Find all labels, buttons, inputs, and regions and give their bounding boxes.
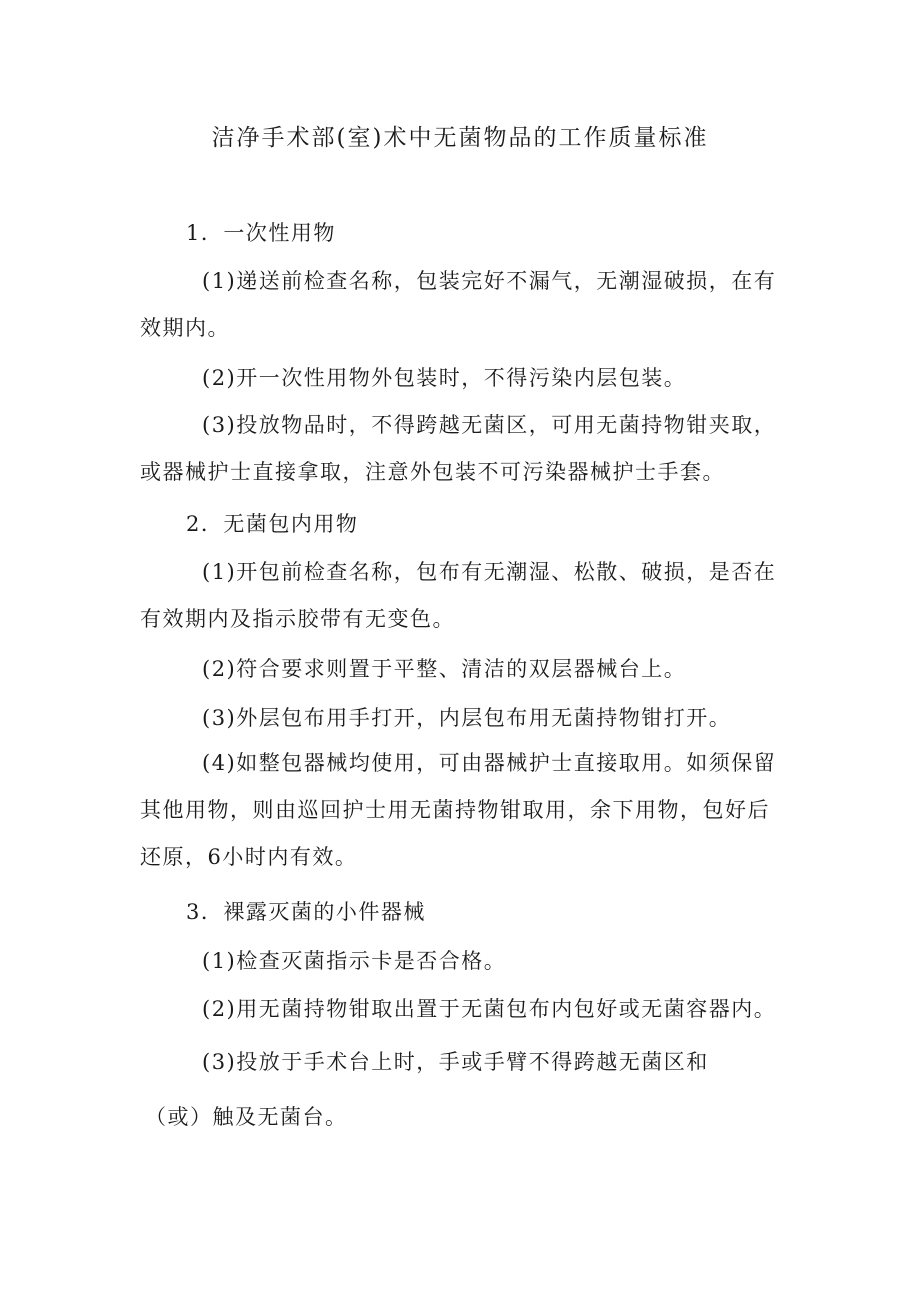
section-2-item-3: (3)外层包布用手打开，内层包布用无菌持物钳打开。 [202,706,732,730]
section-2-item-1: (1)开包前检查名称，包布有无潮湿、松散、破损，是否在有效期内及指示胶带有无变色。 [140,560,777,631]
section-3-item-1: (1)检查灭菌指示卡是否合格。 [202,949,507,973]
section-3-item-2: (2)用无菌持物钳取出置于无菌包布内包好或无菌容器内。 [202,997,777,1021]
section-3-item-3: (3)投放于手术台上时，手或手臂不得跨越无菌区和 [202,1050,709,1074]
section-heading-2: 2．无菌包内用物 [186,512,359,536]
document-title: 洁净手术部(室)术中无菌物品的工作质量标准 [211,125,709,151]
section-2-item-4: (4)如整包器械均使用，可由器械护士直接取用。如须保留其他用物，则由巡回护士用无菌持物钳取用，余下用物，包好后还原，6小时内有效。 [140,751,777,869]
section-2-item-2: (2)符合要求则置于平整、清洁的双层器械台上。 [202,657,687,681]
section-1-item-3: (3)投放物品时，不得跨越无菌区，可用无菌持物钳夹取，或器械护士直接拿取，注意外包装不可污染器械护士手套。 [140,413,777,484]
section-1-item-1: (1)递送前检查名称，包装完好不漏气，无潮湿破损，在有效期内。 [140,269,777,340]
section-heading-3: 3．裸露灭菌的小件器械 [186,900,426,924]
section-1-item-2: (2)开一次性用物外包装时，不得污染内层包装。 [202,366,687,390]
section-heading-1: 1．一次性用物 [186,221,336,245]
section-3-item-3-continuation: （或）触及无菌台。 [145,1105,348,1129]
